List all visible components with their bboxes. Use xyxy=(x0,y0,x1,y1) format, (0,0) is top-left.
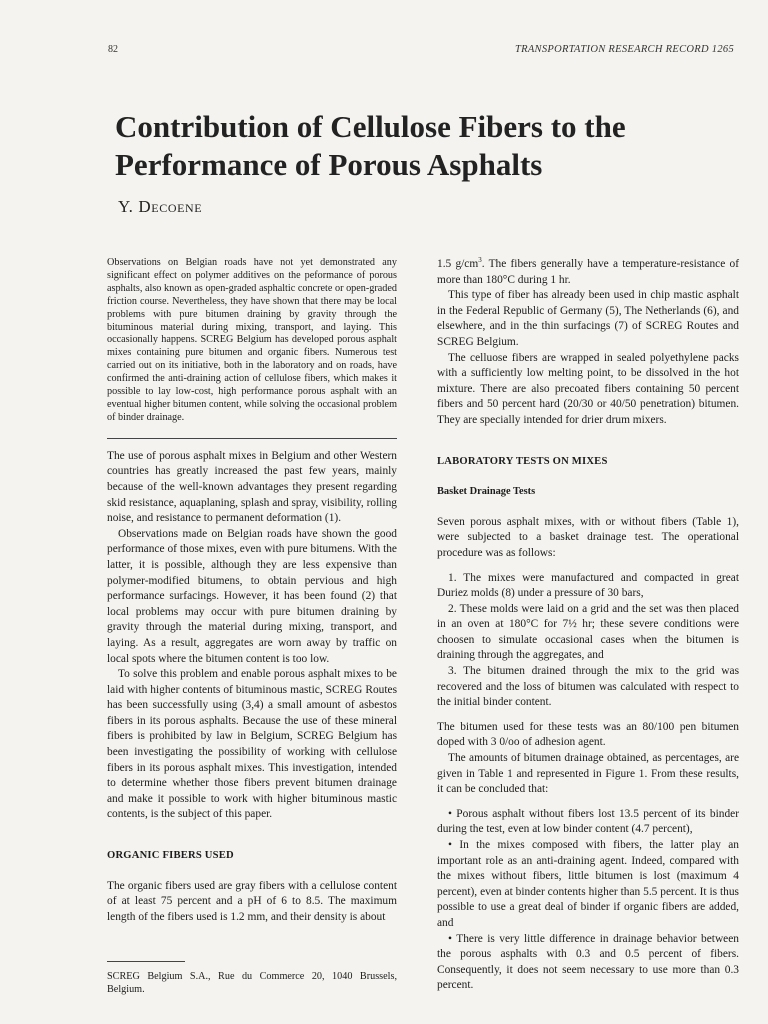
fiber-usage-paragraph: This type of fiber has already been used in chip mastic asphalt in the Federal Republic of Germany (5), The Netherlands (6), and elsewhere, and in the thin surfacings (7) of SCREG Routes and SCREG Belgium. xyxy=(437,289,739,348)
author-initial: Y. xyxy=(118,197,134,216)
conclusion-bullet-3: • There is very little difference in drainage behavior between the porous asphalts with 0.3 and 0.5 percent of fibers. Consequently, it does not seem necessary to use more than 0.3 percent. xyxy=(437,932,739,992)
density-continuation xyxy=(437,257,739,288)
conclusion-bullet-2: • In the mixes composed with fibers, the latter play an important role as an anti-draining agent. Indeed, compared with the mixes without fibers, little bitumen is lost (maximum 4 percent), even at binder contents higher than 5.5 percent. It is thus possible to use a great deal of binder if organic fibers are added, and xyxy=(437,839,739,929)
left-column xyxy=(107,257,397,996)
intro-paragraph-3: To solve this problem and enable porous asphalt mixes to be laid with higher contents of bituminous mastic, SCREG Routes has been successfully using (3,4) a small amount of asbestos fibers in its porous asphalts. Because the use of these mineral fibers is prohibited by law in Belgium, SCREG Belgium has been investigating the possibility of working with cellulose fibers in its porous asphalt mixes. This investigation, intended to determine whether those fibers prevent bitumen drainage and make it possible to work with higher bituminous mastic contents, is the subject of this paper. xyxy=(107,668,397,821)
procedure-step-1: 1. The mixes were manufactured and compacted in great Duriez molds (8) under a pressure of 30 bars, xyxy=(437,571,739,600)
procedure-step-2: 2. These molds were laid on a grid and the set was then placed in an oven at 180°C for 7½ hr; these severe conditions were choosen to simulate occasional cases when the bitumen is draining through the aggregates, and xyxy=(437,602,739,662)
intro-paragraph-2: Observations made on Belgian roads have shown the good performance of those mixes, even with pure bitumens. With the latter, it is possible, although they are less expensive than polymer-modified bitumens, to obtain pervious and high performance surfacings. However, it has been found (2) that local problems may occur with pure bitumen draining by gravity through the material during mixing, transport, and laying. As a result, aggregates are worn away by traffic on local spots where the bitumen content is too low. xyxy=(107,527,397,665)
density-value: 1.5 g/cm xyxy=(437,258,479,270)
abstract-divider xyxy=(107,438,397,439)
article-title: Contribution of Cellulose Fibers to the Performance of Porous Asphalts xyxy=(115,109,626,182)
density-continuation-text: . The fibers generally have a temperature-resistance of more than 180°C during 1 hr. xyxy=(437,258,739,286)
journal-running-head: TRANSPORTATION RESEARCH RECORD 1265 xyxy=(514,44,734,55)
right-column xyxy=(437,257,739,994)
abstract: Observations on Belgian roads have not yet demonstrated any significant effect on polymer additives on the peformance of porous asphalts, also known as open-graded asphaltic concrete or open-graded friction course. Nevertheless, they have shown that there may be local problems with pure bitumen draining by gravity through the bituminous material during mixing, transport, and laying. This occasionally happens. SCREG Belgium has developed porous asphalt mixes containing pure bitumen and organic fibers. Numerous test carried out on its initiative, both in the laboratory and on roads, have confirmed the anti-draining action of cellulose fibers, which makes it possible to lay low-cost, high performance porous asphalt with an eventual higher bitumen content, while solving the occasional problem of binder drainage. xyxy=(107,257,397,423)
intro-paragraph-1: The use of porous asphalt mixes in Belgium and other Western countries has greatly increased the past few years, mainly because of the well-known advantages they present regarding skid resistance, aquaplaning, splash and spray, visibility, rolling noise, and resistance to permanent deformation (1). xyxy=(107,449,397,525)
author-byline xyxy=(118,197,202,217)
conclusion-bullet-1: • Porous asphalt without fibers lost 13.5 percent of its binder during the test, even at low binder content (4.7 percent), xyxy=(437,807,739,836)
author-affiliation-footnote: SCREG Belgium S.A., Rue du Commerce 20, 1040 Brussels, Belgium. xyxy=(107,971,397,996)
fibers-paragraph: The organic fibers used are gray fibers with a cellulose content of at least 75 percent and a pH of 6 to 8.5. The maximum length of the fibers used is 1.2 mm, and their density is about xyxy=(107,879,397,923)
section-heading-laboratory-tests: LABORATORY TESTS ON MIXES xyxy=(437,455,608,467)
author-surname: Decoene xyxy=(138,197,203,216)
basket-test-intro: Seven porous asphalt mixes, with or without fibers (Table 1), were subjected to a basket drainage test. The operational procedure was as follows: xyxy=(437,515,739,559)
page-number: 82 xyxy=(108,44,118,55)
footnote-divider xyxy=(107,961,185,962)
procedure-step-3: 3. The bitumen drained through the mix to the grid was recovered and the loss of bitumen was calculated with respect to the initial binder content. xyxy=(437,665,739,709)
bitumen-description: The bitumen used for these tests was an 80/100 pen bitumen doped with 3 0/oo of adhesion agent. xyxy=(437,720,739,749)
subsection-heading-basket-drainage: Basket Drainage Tests xyxy=(437,486,536,498)
density-exponent: 3 xyxy=(478,256,482,265)
section-heading-organic-fibers: ORGANIC FIBERS USED xyxy=(107,850,234,862)
fiber-packaging-paragraph: The celluose fibers are wrapped in sealed polyethylene packs with a sufficiently low melting point, to be dissolved in the hot mixture. There are also precoated fibers containing 50 percent fibers and 50 percent hard (20/30 or 40/50 penetration) bitumen. They are specially intended for drier drum mixers. xyxy=(437,351,739,426)
results-intro: The amounts of bitumen drainage obtained, as percentages, are given in Table 1 and represented in Figure 1. From these results, it can be concluded that: xyxy=(437,752,739,796)
